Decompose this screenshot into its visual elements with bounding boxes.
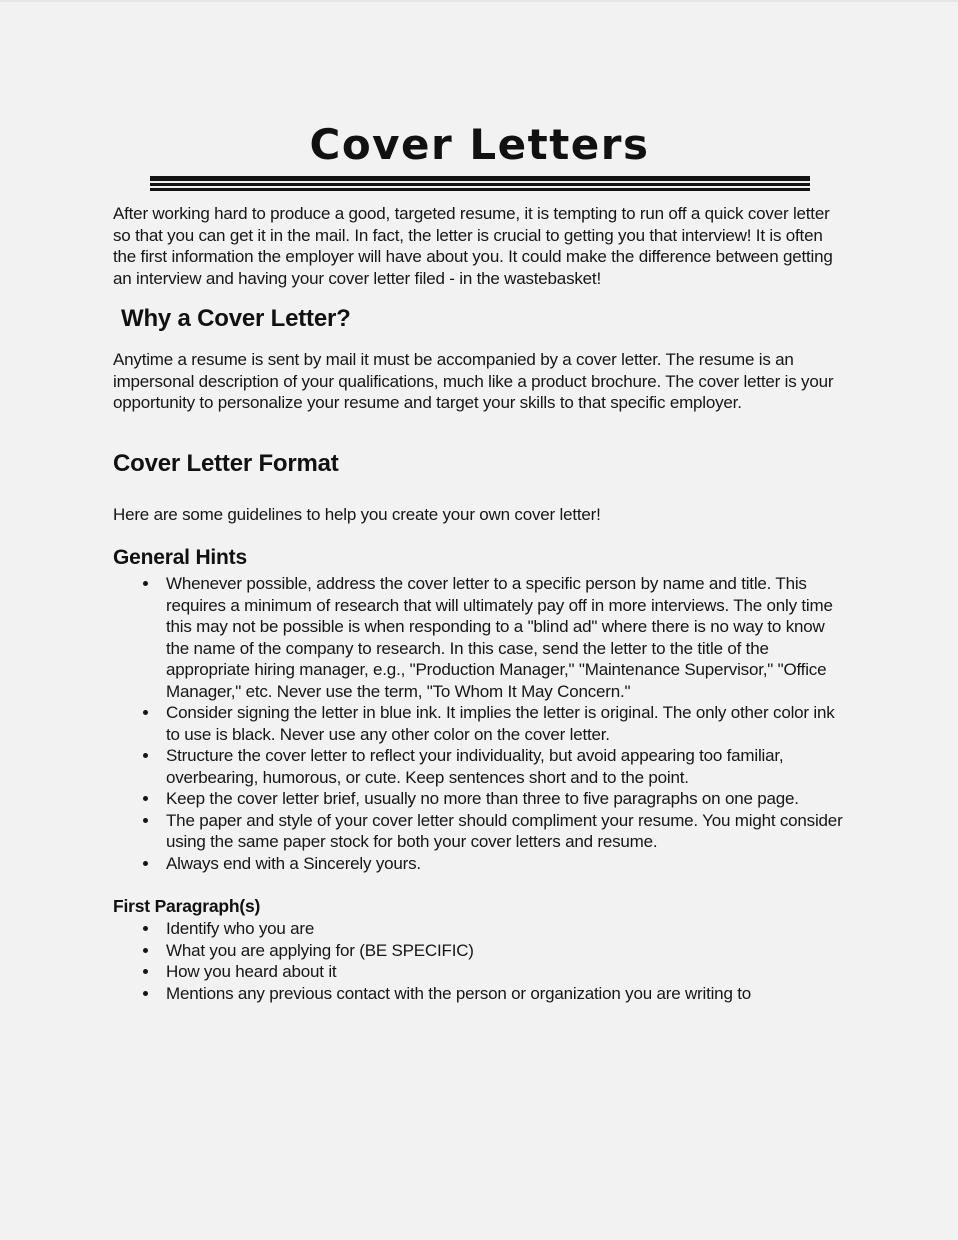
intro-paragraph: After working hard to produce a good, targeted resume, it is tempting to run off a quick cover letter so that you can get it in the mail. In fact, the letter is crucial to getting you that interview! It is often the first information the employer will have about you. It could make the difference between getting an interview and having your cover letter filed - in the wastebasket! xyxy=(113,204,833,288)
title-rule-divider xyxy=(150,176,810,191)
list-item-text: The paper and style of your cover letter should compliment your resume. You might consider using the same paper stock for both your cover letters and resume. xyxy=(166,810,843,851)
list-item-text: Identify who you are xyxy=(166,919,315,938)
bullet-icon xyxy=(143,710,148,715)
list-item-text: Whenever possible, address the cover letter to a specific person by name and title. This requires a minimum of research that will ultimately pay off in more interviews. The only time this may not be possible is when responding to a "blind ad" where there is no way to know the name of the company to research. In this case, send the letter to the title of the appropriate hiring manager, e.g., "Production Manager," "Maintenance Supervisor," "Office Manager," etc. Never use the term, "To Whom It May Concern." xyxy=(166,574,833,701)
first-paragraph-list xyxy=(113,918,846,1004)
heading-first-paragraphs: First Paragraph(s) xyxy=(113,896,261,916)
list-item xyxy=(113,702,846,745)
list-item-text: What you are applying for (BE SPECIFIC) xyxy=(166,940,474,960)
list-item-text: Always end with a Sincerely yours. xyxy=(166,853,421,873)
bullet-icon xyxy=(143,753,148,758)
bullet-icon xyxy=(143,991,148,996)
why-paragraph: Anytime a resume is sent by mail it must be accompanied by a cover letter. The resume is an impersonal description of your qualifications, much like a product brochure. The cover letter is your opportunity to personalize your resume and target your skills to that specific employer. xyxy=(113,350,834,412)
bullet-icon xyxy=(143,948,148,953)
list-item xyxy=(113,745,846,788)
heading-why-a-cover-letter: Why a Cover Letter? xyxy=(121,305,351,332)
guidelines-line: Here are some guidelines to help you create your own cover letter! xyxy=(113,504,601,524)
list-item-text: Structure the cover letter to reflect your individuality, but avoid appearing too familiar, overbearing, humorous, or cute. Keep sentences short and to the point. xyxy=(166,746,784,787)
general-hints-list xyxy=(113,573,846,874)
bullet-icon xyxy=(143,818,148,823)
list-item xyxy=(113,961,846,983)
list-item xyxy=(113,573,846,702)
list-item xyxy=(113,940,846,962)
list-item xyxy=(113,983,846,1005)
list-item-text: How you heard about it xyxy=(166,962,337,981)
page-title: Cover Letters xyxy=(309,120,650,169)
list-item xyxy=(113,788,846,810)
list-item xyxy=(113,918,846,940)
list-item-text: Mentions any previous contact with the person or organization you are writing to xyxy=(166,983,751,1003)
heading-general-hints: General Hints xyxy=(113,546,247,569)
list-item xyxy=(113,853,846,875)
bullet-icon xyxy=(143,926,148,931)
bullet-icon xyxy=(143,969,148,974)
bullet-icon xyxy=(143,796,148,801)
list-item-text: Consider signing the letter in blue ink. It implies the letter is original. The only other color ink to use is black. Never use any other color on the cover letter. xyxy=(166,703,835,744)
bullet-icon xyxy=(143,861,148,866)
bullet-icon xyxy=(143,581,148,586)
list-item xyxy=(113,810,846,853)
list-item-text: Keep the cover letter brief, usually no more than three to five paragraphs on one page. xyxy=(166,789,799,808)
heading-cover-letter-format: Cover Letter Format xyxy=(113,449,339,477)
